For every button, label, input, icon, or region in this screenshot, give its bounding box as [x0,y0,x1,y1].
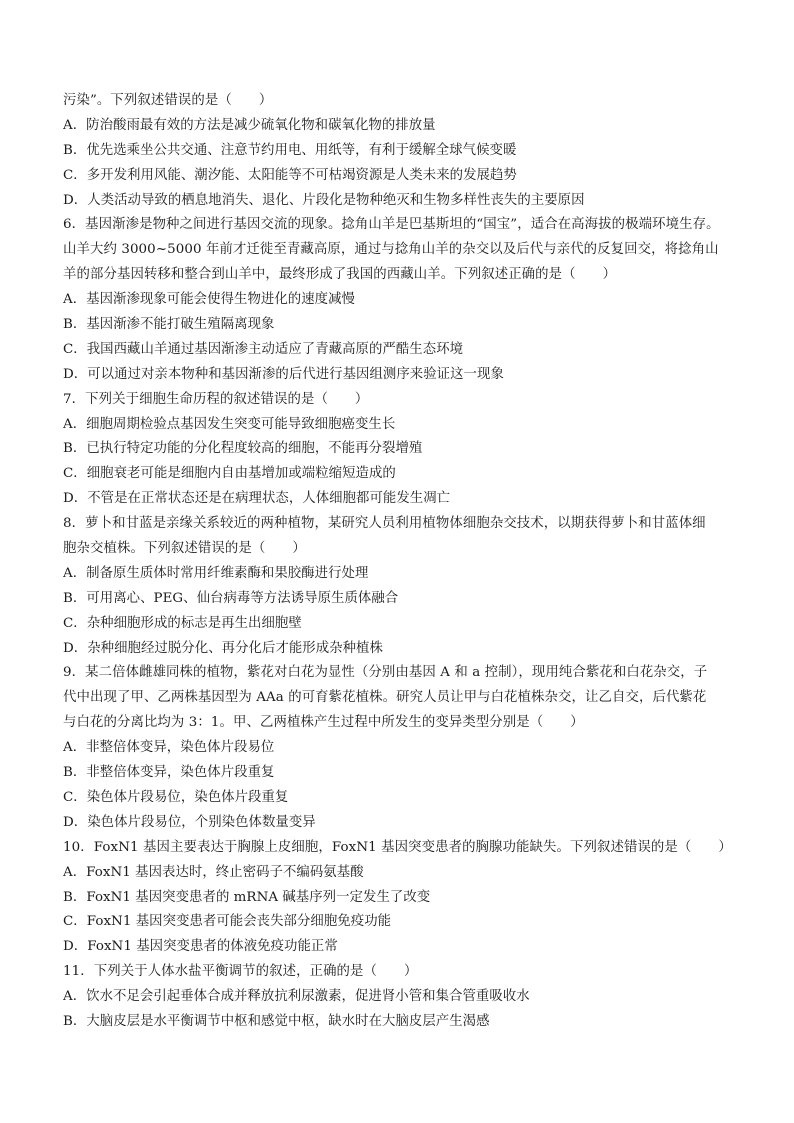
answer-option-line: D．不管是在正常状态还是在病理状态，人体细胞都可能发生凋亡 [63,491,451,507]
question-text-line: 11．下列关于人体水盐平衡调节的叙述，正确的是（ ） [63,964,418,980]
question-text-line: 羊的部分基因转移和整合到山羊中，最终形成了我国的西藏山羊。下列叙述正确的是（ ） [63,267,617,283]
answer-option-line: C．杂种细胞形成的标志是再生出细胞壁 [63,615,302,631]
question-text-line: 8．萝卜和甘蓝是亲缘关系较近的两种植物，某研究人员利用植物体细胞杂交技术，以期获得萝卜和甘蓝体细 [63,516,706,532]
answer-option-line: B．可用离心、PEG、仙台病毒等方法诱导原生质体融合 [63,590,399,606]
answer-option-line: D．染色体片段易位，个别染色体数量变异 [63,814,316,830]
answer-option-line: D．人类活动导致的栖息地消失、退化、片段化是物种绝灭和生物多样性丧失的主要原因 [63,192,585,208]
question-text-line: 代中出现了甲、乙两株基因型为 AAa 的可育紫花植株。研究人员让甲与白花植株杂交，让乙自交，后代紫花 [63,690,707,706]
question-text-line: 山羊大约 3000~5000 年前才迁徙至青藏高原，通过与捻角山羊的杂交以及后代与亲代的反复回交，将捻角山 [63,242,719,258]
answer-option-line: B．非整倍体变异，染色体片段重复 [63,765,275,781]
answer-option-line: C．我国西藏山羊通过基因渐渗主动适应了青藏高原的严酷生态环境 [63,341,464,357]
answer-option-line: D．可以通过对亲本物种和基因渐渗的后代进行基因组测序来验证这一现象 [63,366,504,382]
answer-option-line: C．染色体片段易位，染色体片段重复 [63,789,289,805]
answer-option-line: B．大脑皮层是水平衡调节中枢和感觉中枢，缺水时在大脑皮层产生渴感 [63,1013,490,1029]
answer-option-line: B．优先选乘坐公共交通、注意节约用电、用纸等，有利于缓解全球气候变暖 [63,142,517,158]
question-text-line: 10．FoxN1 基因主要表达于胸腺上皮细胞，FoxN1 基因突变患者的胸腺功能缺失。下列叙述错误的是（ ） [63,839,732,855]
answer-option-line: A．非整倍体变异，染色体片段易位 [63,740,275,756]
question-text-line: 污染”。下列叙述错误的是（ ） [63,93,273,108]
answer-option-line: A．基因渐渗现象可能会使得生物进化的速度减慢 [63,292,355,308]
question-text-line: 6．基因渐渗是物种之间进行基因交流的现象。捻角山羊是巴基斯坦的“国宝”，适合在高海拔的极端环境生存。 [63,217,720,233]
answer-option-line: A．制备原生质体时常用纤维素酶和果胶酶进行处理 [63,565,369,581]
answer-option-line: D．FoxN1 基因突变患者的体液免疫功能正常 [63,939,338,955]
answer-option-line: A．防治酸雨最有效的方法是减少硫氧化物和碳氧化物的排放量 [63,117,436,133]
question-text-line: 胞杂交植株。下列叙述错误的是（ ） [63,541,306,557]
answer-option-line: B．FoxN1 基因突变患者的 mRNA 碱基序列一定发生了改变 [63,889,431,905]
question-text-line: 9．某二倍体雌雄同株的植物，紫花对白花为显性（分别由基因 A 和 a 控制），现用纯合紫花和白花杂交，子 [63,665,708,681]
answer-option-line: A．细胞周期检验点基因发生突变可能导致细胞癌变生长 [63,416,396,432]
question-content [63,89,743,1035]
answer-option-line: C．多开发利用风能、潮汐能、太阳能等不可枯竭资源是人类未来的发展趋势 [63,167,517,183]
answer-option-line: A．FoxN1 基因表达时，终止密码子不编码氨基酸 [63,864,364,880]
answer-option-line: D．杂种细胞经过脱分化、再分化后才能形成杂种植株 [63,640,383,656]
answer-option-line: A．饮水不足会引起垂体合成并释放抗利尿激素，促进肾小管和集合管重吸收水 [63,989,530,1005]
answer-option-line: C．FoxN1 基因突变患者可能会丧失部分细胞免疫功能 [63,914,392,930]
question-text-line: 与白花的分离比均为 3：1。甲、乙两植株产生过程中所发生的变异类型分别是（ ） [63,715,584,731]
answer-option-line: B．基因渐渗不能打破生殖隔离现象 [63,317,275,333]
answer-option-line: C．细胞衰老可能是细胞内自由基增加或端粒缩短造成的 [63,466,396,482]
question-text-line: 7．下列关于细胞生命历程的叙述错误的是（ ） [63,391,369,407]
answer-option-line: B．已执行特定功能的分化程度较高的细胞，不能再分裂增殖 [63,441,423,457]
